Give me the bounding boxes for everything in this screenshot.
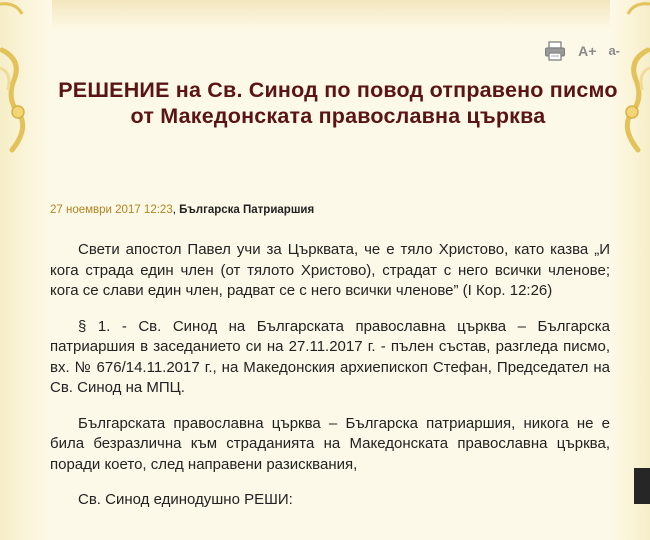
font-decrease-button[interactable]: a- [608, 43, 620, 58]
scroll-to-top-button[interactable] [634, 468, 650, 504]
article-content [44, 0, 620, 540]
font-increase-button[interactable]: A+ [578, 43, 597, 59]
article-paragraph: Св. Синод единодушно РЕШИ: [78, 491, 293, 508]
printer-icon[interactable] [544, 41, 566, 61]
article-toolbar [544, 41, 620, 61]
article-paragraph: Свети апостол Павел учи за Църквата, че е тяло Христово, като казва „И кога страда един член (от тялото Христово), страдат с него всички членове; кога се слави един член, радват се с него всички членове” (I Кор. 12:26) [50, 241, 610, 299]
article-title: РЕШЕНИЕ на Св. Синод по повод отправено писмо от Македонската православна църква [58, 78, 618, 128]
right-ornament-icon [620, 40, 650, 160]
article-date: 27 ноември 2017 12:23 [50, 204, 173, 216]
article-paragraph: § 1. - Св. Синод на Българската православна църква – Българска патриаршия в заседанието си на 27.11.2017 г. - пълен състав, разгледа писмо, вх. № 676/14.11.2017 г., на Македонския архиепископ Стефан, Председател на Св. Синод на МПЦ. [50, 317, 610, 396]
left-ornament-icon [0, 40, 30, 160]
meta-separator: , [172, 204, 180, 216]
article-author-link[interactable]: Българска Патриаршия [179, 204, 315, 216]
article-meta [50, 204, 314, 216]
article-paragraph: Българската православна църква – Българска патриаршия, никога не е била безразлична към страданията на Македонската православна църква, поради което, след направени разисквания, [50, 414, 610, 473]
top-right-flourish-icon [620, 0, 650, 24]
top-left-flourish-icon [0, 0, 30, 24]
article-body [50, 240, 610, 526]
